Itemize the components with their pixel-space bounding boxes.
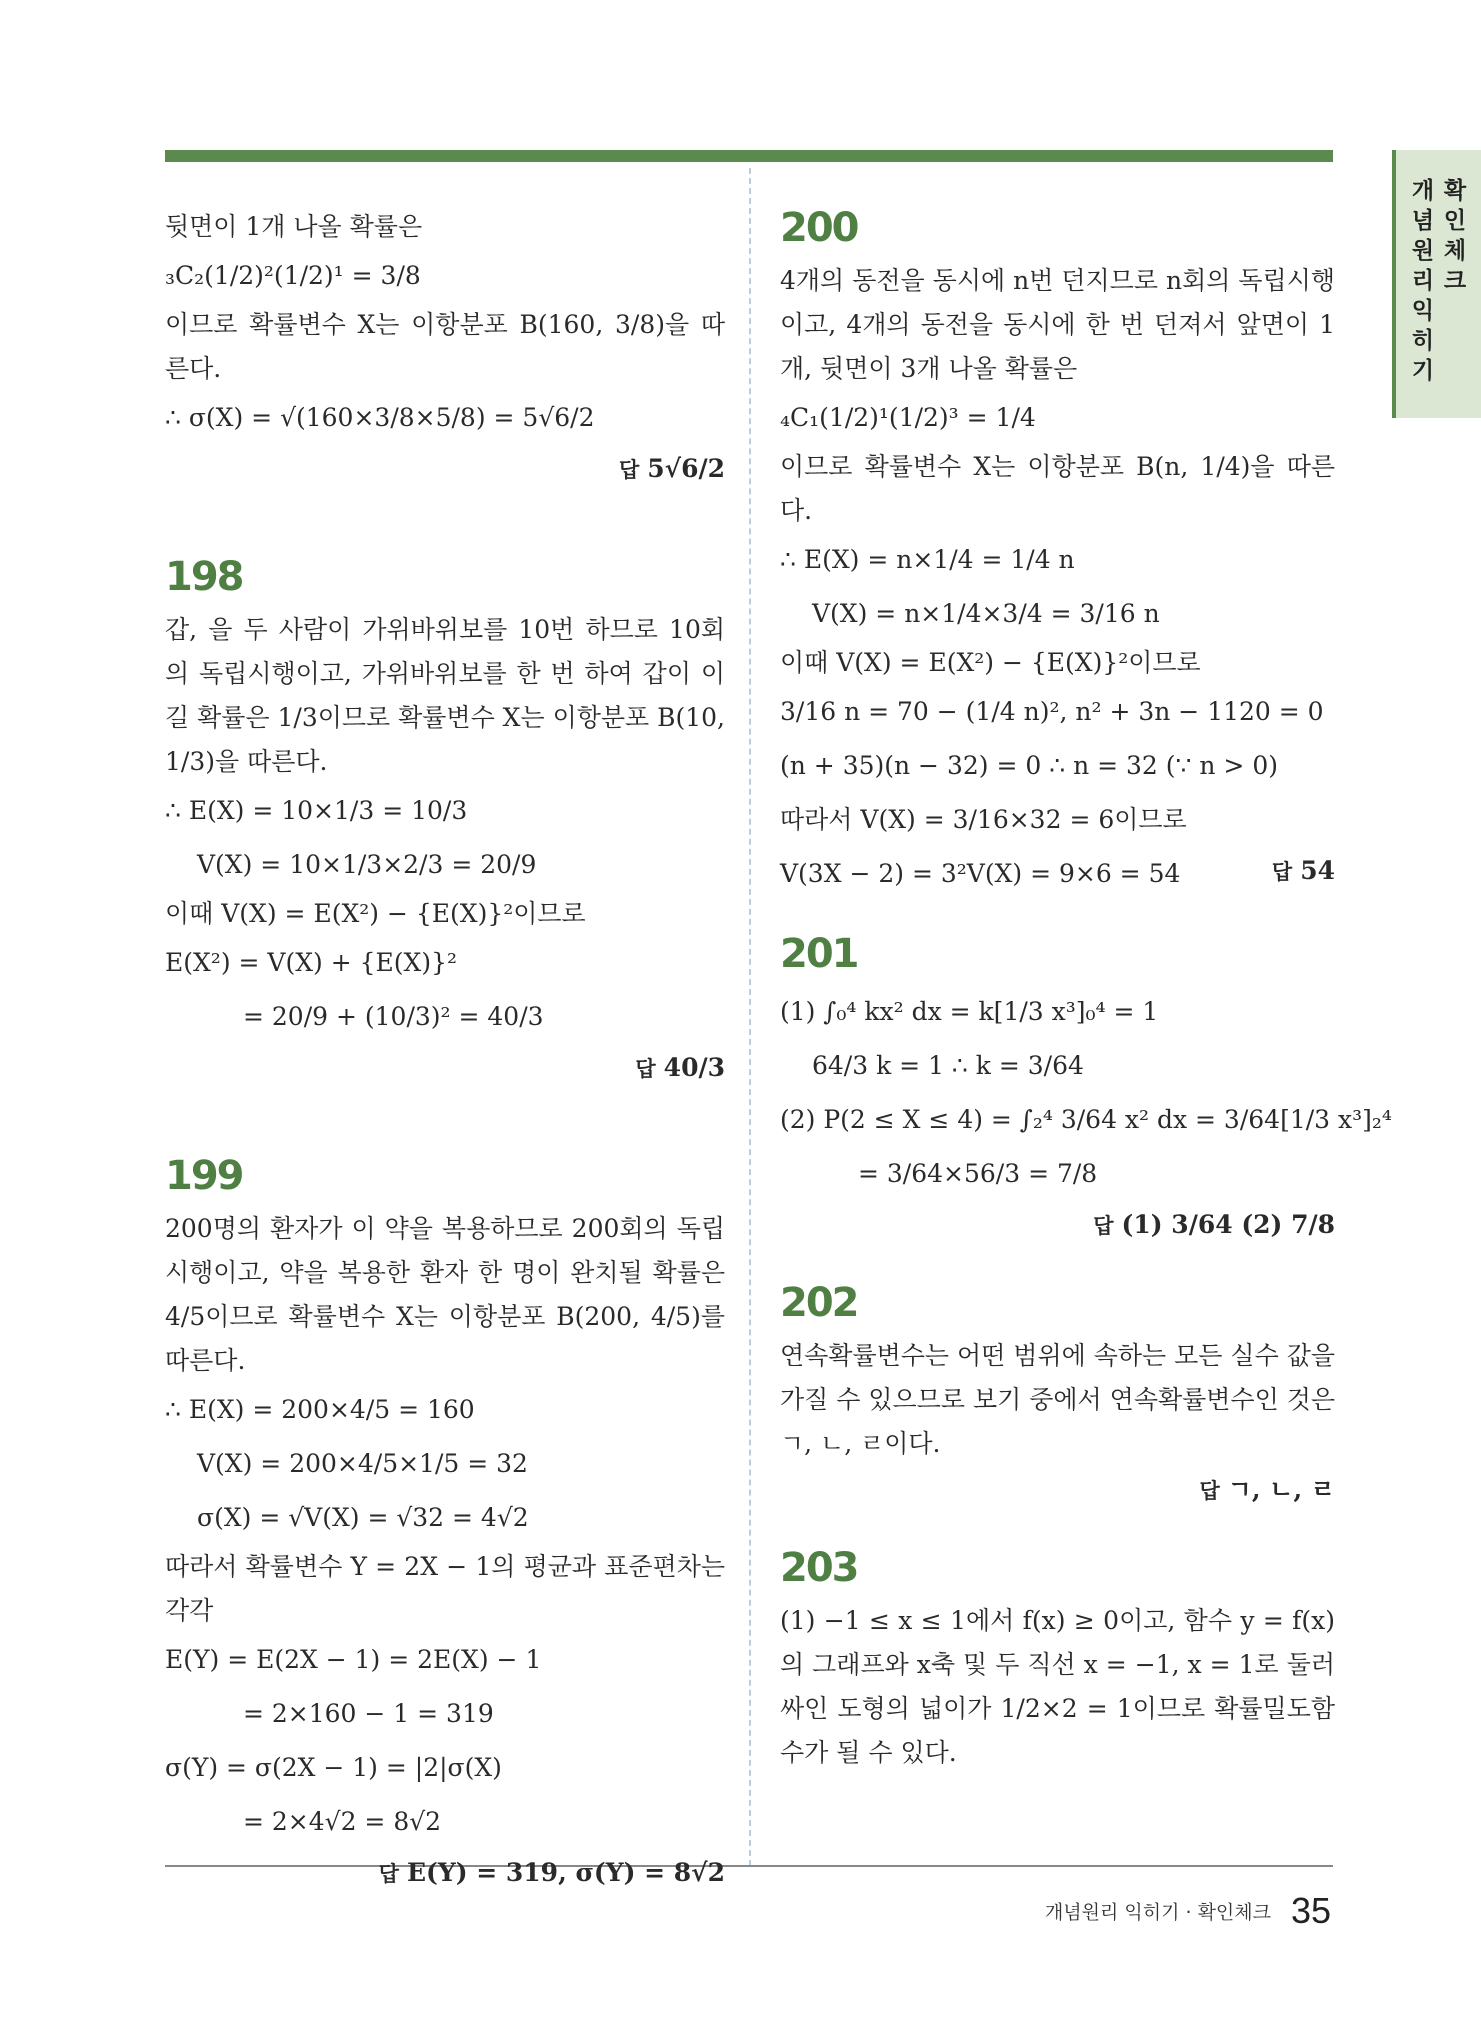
answer-label: 답 <box>1271 860 1293 884</box>
equation-text: V(3X − 2) = 3²V(X) = 9×6 = 54 <box>780 859 1181 888</box>
page-number: 35 <box>1290 1890 1331 1931</box>
problem-number: 200 <box>780 205 858 251</box>
equation-line: V(X) = 10×1/3×2/3 = 20/9 <box>197 850 537 879</box>
answer-label: 답 <box>1093 1214 1114 1238</box>
solution-text: 이때 V(X) = E(X²) − {E(X)}²이므로 <box>780 648 1201 677</box>
solution-text: 갑, 을 두 사람이 가위바위보를 10번 하므로 10회의 독립시행이고, 가위바위보를 한 번 하여 갑이 이길 확률은 1/3이므로 확률변수 X는 이항분포 B(10, 1/3)을 따른다. <box>165 615 725 776</box>
column-divider <box>749 168 751 1866</box>
footer-title: 개념원리 익히기 · 확인체크 <box>1044 1901 1271 1924</box>
top-green-bar <box>165 150 1333 162</box>
solution-text: 이므로 확률변수 X는 이항분포 B(n, 1/4)을 따른다. <box>780 452 1335 525</box>
solution-text: 뒷면이 1개 나올 확률은 <box>165 212 423 241</box>
problem-number: 199 <box>165 1153 243 1199</box>
answer-label: 답 <box>378 1862 399 1886</box>
solution-text: 이므로 확률변수 X는 이항분포 B(160, 3/8)을 따른다. <box>165 310 725 383</box>
page-footer <box>1045 1890 1331 1932</box>
equation-line: 따라서 V(X) = 3/16×32 = 6이므로 <box>780 805 1187 834</box>
equation-line: 64/3 k = 1 ∴ k = 3/64 <box>812 1051 1084 1080</box>
spacer <box>780 901 1335 931</box>
solution-text: 연속확률변수는 어떤 범위에 속하는 모든 실수 값을 가질 수 있으므로 보기 중에서 연속확률변수인 것은 ㄱ, ㄴ, ㄹ이다. <box>780 1341 1335 1458</box>
answer-label: 답 <box>635 1057 656 1081</box>
answer <box>780 1466 1335 1515</box>
equation-line: = 20/9 + (10/3)² = 40/3 <box>243 1002 544 1031</box>
equation-line: = 2×4√2 = 8√2 <box>243 1807 442 1836</box>
equation-line: E(X²) = V(X) + {E(X)}² <box>165 948 458 977</box>
equation-line: E(Y) = E(2X − 1) = 2E(X) − 1 <box>165 1645 542 1674</box>
equation-line: ₃C₂(1/2)²(1/2)¹ = 3/8 <box>165 261 421 290</box>
equation-line: ∴ E(X) = n×1/4 = 1/4 n <box>780 545 1075 574</box>
answer <box>165 445 725 494</box>
spacer <box>165 1093 725 1153</box>
spacer <box>780 1515 1335 1545</box>
side-tab-line1: 개 념 원 리 익 히 기 <box>1411 178 1435 384</box>
equation-line: V(X) = 200×4/5×1/5 = 32 <box>197 1449 528 1478</box>
problem-number: 202 <box>780 1280 858 1326</box>
side-tab[interactable] <box>1392 150 1481 418</box>
answer-value: E(Y) = 319, σ(Y) = 8√2 <box>406 1858 725 1887</box>
equation-line: = 2×160 − 1 = 319 <box>243 1699 494 1728</box>
equation-line: σ(Y) = σ(2X − 1) = |2|σ(X) <box>165 1753 502 1782</box>
answer <box>1272 847 1335 901</box>
equation-line: ∴ E(X) = 200×4/5 = 160 <box>165 1395 475 1424</box>
answer <box>165 1849 725 1898</box>
equation-line: 3/16 n = 70 − (1/4 n)², n² + 3n − 1120 = 0 <box>780 697 1324 726</box>
left-column <box>165 205 725 1898</box>
equation-line: (2) P(2 ≤ X ≤ 4) = ∫₂⁴ 3/64 x² dx = 3/64[1/3 x³]₂⁴ <box>780 1105 1392 1134</box>
equation-line: = 3/64×56/3 = 7/8 <box>858 1159 1098 1188</box>
answer-value: 40/3 <box>663 1053 725 1082</box>
solution-text: (1) −1 ≤ x ≤ 1에서 f(x) ≥ 0이고, 함수 y = f(x)의 그래프와 x축 및 두 직선 x = −1, x = 1로 둘러싸인 도형의 넓이가 1/2×2 = 1이므로 확률밀도함수가 될 수 있다. <box>780 1606 1335 1767</box>
problem-number: 201 <box>780 931 858 977</box>
equation-line: ₄C₁(1/2)¹(1/2)³ = 1/4 <box>780 403 1036 432</box>
answer-value: ㄱ, ㄴ, ㄹ <box>1227 1475 1335 1504</box>
answer-value: 5√6/2 <box>647 454 725 483</box>
solution-text: 따라서 확률변수 Y = 2X − 1의 평균과 표준편차는 각각 <box>165 1552 725 1625</box>
answer <box>780 1201 1335 1250</box>
equation-line: σ(X) = √V(X) = √32 = 4√2 <box>197 1503 529 1532</box>
spacer <box>165 494 725 554</box>
equation-line: (1) ∫₀⁴ kx² dx = k[1/3 x³]₀⁴ = 1 <box>780 997 1159 1026</box>
equation-line: ∴ E(X) = 10×1/3 = 10/3 <box>165 796 468 825</box>
spacer <box>780 1250 1335 1280</box>
answer-value: 54 <box>1300 856 1335 885</box>
equation-line: ∴ σ(X) = √(160×3/8×5/8) = 5√6/2 <box>165 403 595 432</box>
answer-label: 답 <box>618 458 640 482</box>
equation-line: V(X) = n×1/4×3/4 = 3/16 n <box>812 599 1160 628</box>
solution-text: 이때 V(X) = E(X²) − {E(X)}²이므로 <box>165 899 586 928</box>
side-tab-line2: 확 인 체 크 <box>1443 178 1467 294</box>
answer <box>165 1044 725 1093</box>
solution-text: 4개의 동전을 동시에 n번 던지므로 n회의 독립시행이고, 4개의 동전을 동시에 한 번 던져서 앞면이 1개, 뒷면이 3개 나올 확률은 <box>780 266 1335 383</box>
solution-text: 200명의 환자가 이 약을 복용하므로 200회의 독립시행이고, 약을 복용한 환자 한 명이 완치될 확률은 4/5이므로 확률변수 X는 이항분포 B(200, 4/5)를 따른다. <box>165 1214 725 1375</box>
problem-number: 203 <box>780 1545 858 1591</box>
problem-number: 198 <box>165 554 243 600</box>
right-column <box>780 205 1392 1775</box>
answer-value: (1) 3/64 (2) 7/8 <box>1121 1210 1335 1239</box>
answer-label: 답 <box>1199 1479 1220 1503</box>
equation-line <box>780 847 1335 901</box>
equation-line: (n + 35)(n − 32) = 0 ∴ n = 32 (∵ n > 0) <box>780 751 1278 780</box>
